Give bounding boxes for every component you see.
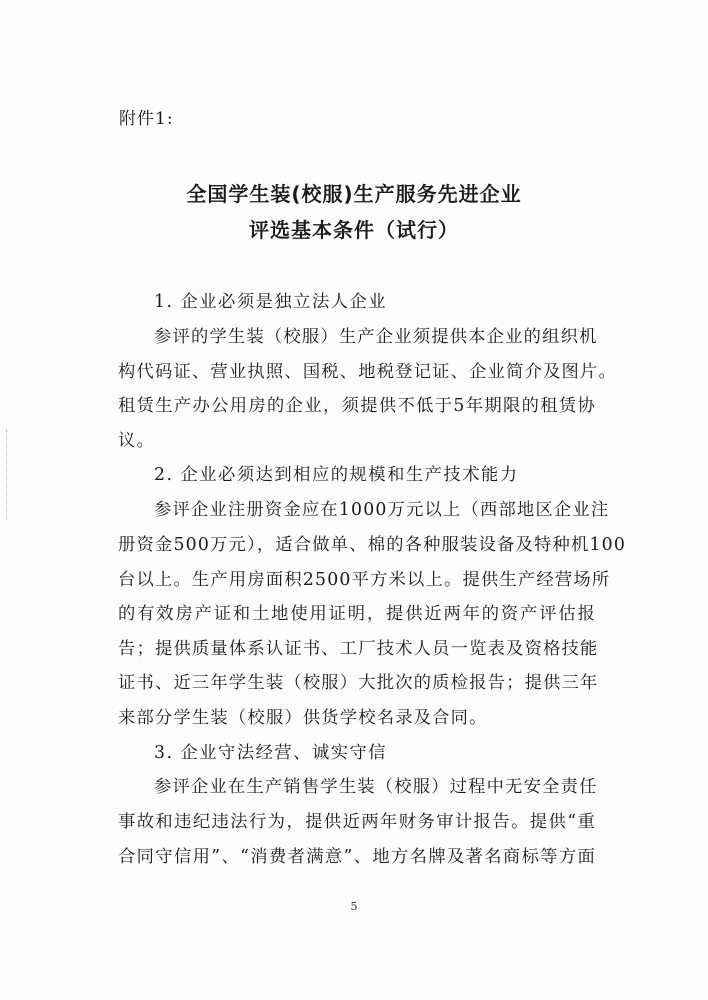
section-2-line: 告；提供质量体系认证书、工厂技术人员一览表及资格技能 xyxy=(118,639,599,659)
document-title-line-2: 评选基本条件（试行） xyxy=(249,218,459,242)
section-2-line: 的有效房产证和土地使用证明，提供近两年的资产评估报 xyxy=(118,604,596,624)
section-2-heading: 2. 企业必须达到相应的规模和生产技术能力 xyxy=(154,465,519,485)
scan-artifact xyxy=(6,430,10,520)
attachment-label: 附件1: xyxy=(119,109,174,129)
page-number: 5 xyxy=(350,900,358,913)
section-2-line: 参评企业注册资金应在1000万元以上（西部地区企业注 xyxy=(154,500,610,520)
section-3-heading: 3. 企业守法经营、诚实守信 xyxy=(154,743,388,763)
section-3-line: 合同守信用”、“消费者满意”、地方名牌及著名商标等方面 xyxy=(118,847,596,867)
section-2-line: 台以上。生产用房面积2500平方米以上。提供生产经营场所 xyxy=(118,570,611,590)
section-1-line: 议。 xyxy=(118,431,155,451)
section-2-line: 证书、近三年学生装（校服）大批次的质检报告；提供三年 xyxy=(118,673,599,693)
section-1-heading: 1. 企业必须是独立法人企业 xyxy=(154,292,388,312)
document-title-line-1: 全国学生装(校服)生产服务先进企业 xyxy=(186,182,522,206)
section-2-line: 册资金500万元），适合做单、棉的各种服装设备及特种机100 xyxy=(118,535,627,555)
section-1-line: 租赁生产办公用房的企业，须提供不低于5年期限的租赁协 xyxy=(118,396,596,416)
section-1-line: 构代码证、营业执照、国税、地税登记证、企业简介及图片。 xyxy=(118,362,617,382)
section-3-line: 事故和违纪违法行为，提供近两年财务审计报告。提供“重 xyxy=(118,812,596,832)
section-2-line: 来部分学生装（校服）供货学校名录及合同。 xyxy=(118,708,488,728)
section-1-line: 参评的学生装（校服）生产企业须提供本企业的组织机 xyxy=(154,327,598,347)
section-3-line: 参评企业在生产销售学生装（校服）过程中无安全责任 xyxy=(154,777,598,797)
